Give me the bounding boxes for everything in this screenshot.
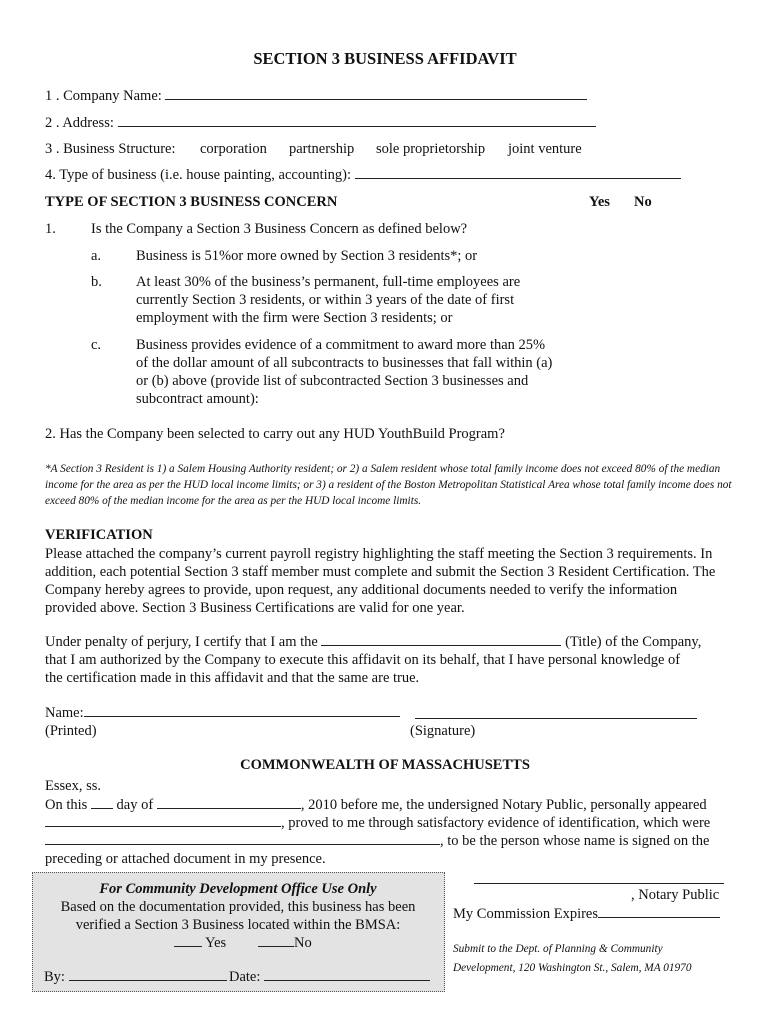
question-1-text: Is the Company a Section 3 Business Concern as defined below? (91, 221, 468, 237)
appeared-name-field[interactable] (45, 826, 281, 827)
company-name-field[interactable] (165, 99, 587, 100)
proved-row (45, 815, 710, 832)
office-by-row (44, 969, 227, 986)
perjury-line-3: the certification made in this affidavit and that the same are true. (45, 670, 420, 686)
perjury-text-1: Under penalty of perjury, I certify that I am the (45, 634, 318, 650)
business-structure-row (45, 141, 176, 158)
submit-line-2: Development, 120 Washington St., Salem, MA 01970 (453, 962, 692, 974)
commission-row (453, 906, 720, 923)
office-use-line-1: Based on the documentation provided, this business has been (60, 899, 416, 915)
printed-name-row (45, 705, 400, 722)
office-yes-label: Yes (205, 935, 227, 951)
business-type-row (45, 167, 681, 184)
identification-field[interactable] (45, 844, 440, 845)
office-yes-row (174, 935, 226, 952)
office-date-label: Date: (229, 969, 261, 985)
day-field[interactable] (91, 808, 113, 809)
preceding-text: preceding or attached document in my presence. (45, 851, 326, 867)
proved-text: , proved to me through satisfactory evidence of identification, which were (281, 815, 711, 831)
submit-line-1: Submit to the Dept. of Planning & Community (453, 943, 663, 955)
printed-label: (Printed) (45, 723, 97, 739)
office-by-label: By: (44, 969, 65, 985)
notary-heading: COMMONWEALTH OF MASSACHUSETTS (240, 757, 530, 773)
notary-signature-field[interactable] (474, 883, 724, 884)
commission-expires-field[interactable] (598, 917, 720, 918)
item-b-letter: b. (91, 274, 102, 290)
office-use-title: For Community Development Office Use Only (99, 881, 377, 897)
structure-joint-venture[interactable]: joint venture (508, 141, 582, 157)
to-be-row (45, 833, 709, 850)
question-1-number: 1. (45, 221, 56, 237)
commission-label: My Commission Expires (453, 906, 599, 922)
signature-label: (Signature) (410, 723, 476, 739)
perjury-line-2: that I am authorized by the Company to execute this affidavit on its behalf, that I have personal knowledge of (45, 652, 681, 668)
office-date-row (229, 969, 430, 986)
item-a-text: Business is 51%or more owned by Section 3 residents*; or (136, 248, 478, 264)
verification-text: Please attached the company’s current payroll registry highlighting the staff meeting the Section 3 requirements. In addition, each potential Section 3 staff member must complete and submit the Section 3 Resident Certification. The Company hereby agrees to provide, upon request, any additional documents needed to verify the information provided above. Section 3 Business Certifications are valid for one year. (45, 546, 716, 616)
office-date-field[interactable] (264, 980, 430, 981)
office-no-label: No (294, 935, 312, 951)
title-field[interactable] (321, 645, 561, 646)
signature-field[interactable] (415, 718, 697, 719)
office-use-line-2: verified a Section 3 Business located within the BMSA: (75, 917, 401, 933)
structure-corporation[interactable]: corporation (200, 141, 267, 157)
question-2-text: 2. Has the Company been selected to carry out any HUD YouthBuild Program? (45, 426, 505, 442)
item-b-text: At least 30% of the business’s permanent, full-time employees are currently Section 3 residents, or within 3 years of the date of first employment with the firm were Section 3 residents; or (136, 274, 521, 326)
business-type-label: 4. Type of business (i.e. house painting, accounting): (45, 167, 351, 183)
on-this-label: On this (45, 797, 88, 813)
yes-column-label: Yes (589, 194, 610, 210)
address-field[interactable] (118, 126, 596, 127)
office-use-box (32, 872, 445, 992)
address-label: 2 . Address: (45, 115, 114, 131)
concern-heading: TYPE OF SECTION 3 BUSINESS CONCERN (45, 194, 338, 210)
county-label: Essex, ss. (45, 778, 101, 794)
address-row (45, 115, 596, 132)
perjury-line-1 (45, 634, 701, 651)
name-label: Name: (45, 705, 84, 721)
to-be-text: , to be the person whose name is signed on the (440, 833, 710, 849)
company-name-label: 1 . Company Name: (45, 88, 162, 104)
section3-resident-footnote: *A Section 3 Resident is 1) a Salem Housing Authority resident; or 2) a Salem resident whose total family income does not exceed 80% of the median income for the area as per the HUD local income limits; or 3) a resident of the Boston Metropolitan Statistical Area whose total family income does not exceed 80% of the median income for the area as per the HUD local income limits. (45, 463, 732, 507)
office-yes-field[interactable] (174, 946, 202, 947)
item-c-text: Business provides evidence of a commitment to award more than 25% of the dollar amount of all subcontracts to businesses that fall within (a) or (b) above (provide list of subcontracted Section 3 businesses and subcontract amount): (136, 337, 553, 407)
page-title: SECTION 3 BUSINESS AFFIDAVIT (253, 49, 517, 68)
office-by-field[interactable] (69, 980, 227, 981)
day-of-label: day of (116, 797, 154, 813)
verification-heading: VERIFICATION (45, 527, 153, 543)
company-name-row (45, 88, 587, 105)
item-a-letter: a. (91, 248, 102, 264)
month-field[interactable] (157, 808, 301, 809)
structure-sole-proprietorship[interactable]: sole proprietorship (376, 141, 486, 157)
no-column-label: No (634, 194, 652, 210)
business-type-field[interactable] (355, 178, 681, 179)
structure-partnership[interactable]: partnership (289, 141, 355, 157)
printed-name-field[interactable] (84, 716, 400, 717)
notary-public-label: , Notary Public (631, 887, 720, 903)
business-structure-label: 3 . Business Structure: (45, 141, 176, 157)
on-this-row (45, 797, 707, 814)
office-no-field[interactable] (258, 946, 294, 947)
year-text: , 2010 before me, the undersigned Notary Public, personally appeared (300, 797, 707, 813)
item-c-letter: c. (91, 337, 102, 353)
office-no-row (258, 935, 312, 952)
perjury-text-2: (Title) of the Company, (565, 634, 702, 650)
